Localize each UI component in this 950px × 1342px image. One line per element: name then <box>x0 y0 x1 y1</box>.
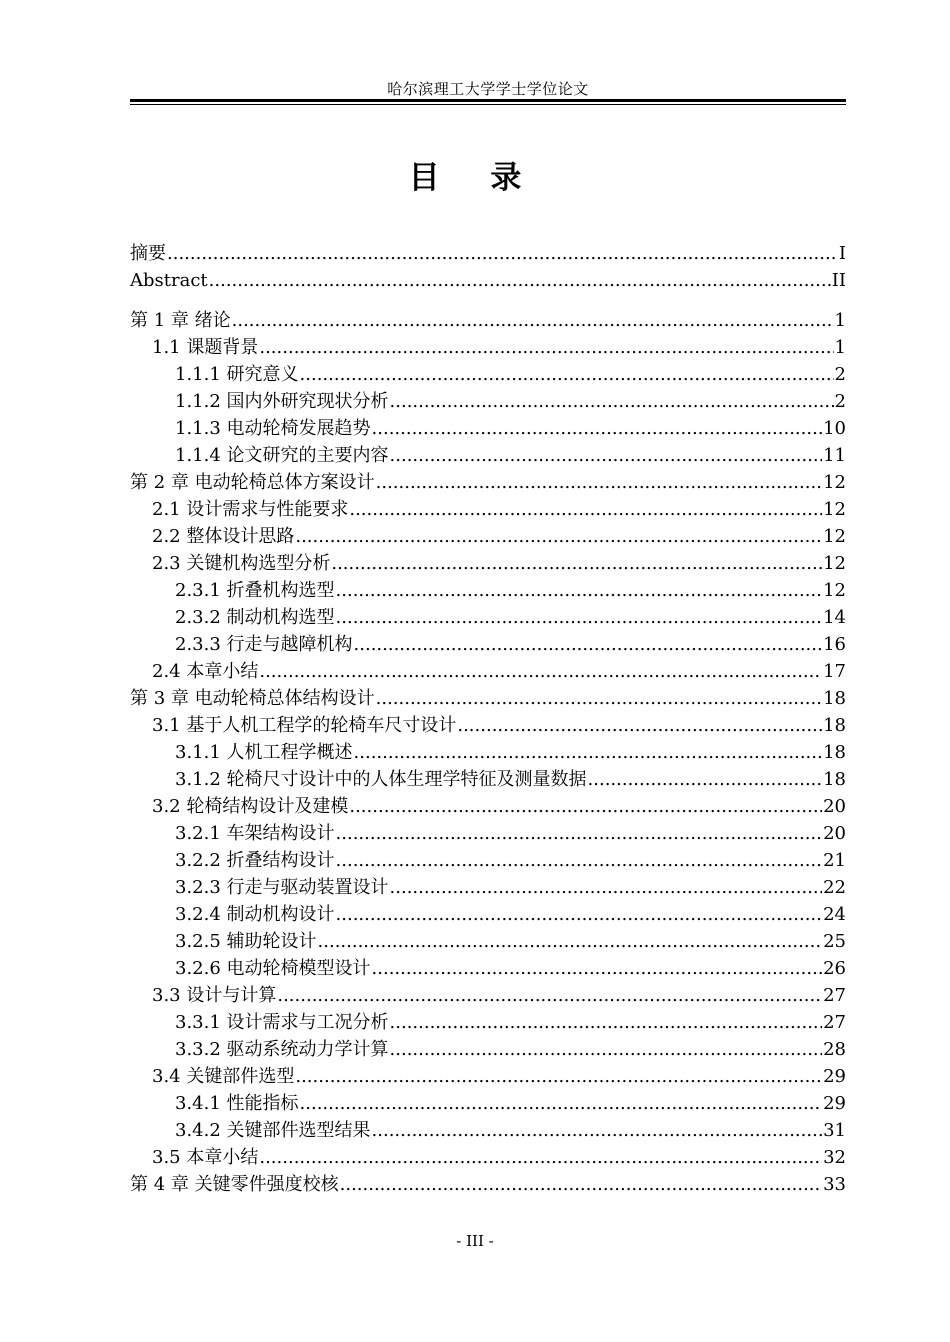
toc-entry[interactable] <box>130 442 846 469</box>
toc-entry-title: 3.1.1 人机工程学概述 <box>175 742 353 763</box>
toc-entry-title: 1.1.4 论文研究的主要内容 <box>175 445 389 466</box>
toc-entry-page: 18 <box>823 715 846 736</box>
toc-entry[interactable] <box>130 874 846 901</box>
toc-dot-leader <box>372 1117 823 1144</box>
toc-entry-page: 12 <box>823 472 846 493</box>
toc-entry-page: I <box>838 243 846 264</box>
toc-entry[interactable] <box>130 1009 846 1036</box>
toc-dot-leader <box>336 604 823 631</box>
toc-entry-title: 3.5 本章小结 <box>152 1147 259 1168</box>
toc-dot-leader <box>372 415 823 442</box>
toc-dot-leader <box>457 712 822 739</box>
toc-dot-leader <box>588 766 823 793</box>
toc-dot-leader <box>336 901 823 928</box>
toc-entry-page: 25 <box>823 931 846 952</box>
toc-entry-title: 2.4 本章小结 <box>152 661 259 682</box>
toc-entry-title: 3.4.1 性能指标 <box>175 1093 299 1114</box>
toc-dot-leader <box>390 388 834 415</box>
toc-entry-title: 摘要 <box>130 243 166 264</box>
toc-dot-leader <box>331 550 822 577</box>
toc-entry[interactable] <box>130 1090 846 1117</box>
toc-entry-page: 20 <box>823 796 846 817</box>
toc-entry-title: 2.3.3 行走与越障机构 <box>175 634 353 655</box>
toc-entry[interactable] <box>130 712 846 739</box>
toc-entry-title: 第 4 章 关键零件强度校核 <box>130 1174 339 1195</box>
toc-dot-leader <box>354 739 823 766</box>
toc-dot-leader <box>336 820 823 847</box>
toc-entry-title: 1.1.3 电动轮椅发展趋势 <box>175 418 371 439</box>
toc-entry-page: 18 <box>823 769 846 790</box>
toc-entry-title: 2.1 设计需求与性能要求 <box>152 499 349 520</box>
toc-entry-title: 1.1.1 研究意义 <box>175 364 299 385</box>
toc-entry-page: 11 <box>823 445 846 466</box>
toc-dot-leader <box>390 442 823 469</box>
toc-entry-title: 3.4 关键部件选型 <box>152 1066 295 1087</box>
toc-entry[interactable] <box>130 847 846 874</box>
toc-dot-leader <box>376 469 822 496</box>
toc-entry-title: 1.1 课题背景 <box>152 337 259 358</box>
page-number: - III - <box>456 1232 494 1250</box>
toc-entry[interactable] <box>130 685 846 712</box>
toc-entry[interactable] <box>130 388 846 415</box>
toc-entry-page: 16 <box>823 634 846 655</box>
toc-dot-leader <box>167 240 838 267</box>
toc-dot-leader <box>336 577 823 604</box>
toc-entry-title: 3.1.2 轮椅尺寸设计中的人体生理学特征及测量数据 <box>175 769 587 790</box>
toc-entry-title: 2.3 关键机构选型分析 <box>152 553 331 574</box>
toc-entry-page: 24 <box>823 904 846 925</box>
toc-dot-leader <box>336 847 823 874</box>
toc-dot-leader <box>376 685 822 712</box>
toc-entry[interactable] <box>130 577 846 604</box>
toc-dot-leader <box>372 955 823 982</box>
toc-entry[interactable] <box>130 267 846 294</box>
toc-entry-title: 3.2.4 制动机构设计 <box>175 904 335 925</box>
toc-entry[interactable] <box>130 550 846 577</box>
toc-dot-leader <box>295 1063 822 1090</box>
toc-entry-title: 第 2 章 电动轮椅总体方案设计 <box>130 472 375 493</box>
toc-entry-page: 29 <box>823 1093 846 1114</box>
toc-entry-page: II <box>831 270 846 291</box>
toc-entry[interactable] <box>130 766 846 793</box>
toc-entry-title: 3.2.3 行走与驱动装置设计 <box>175 877 389 898</box>
toc-dot-leader <box>209 267 831 294</box>
toc-entry-title: 3.2.2 折叠结构设计 <box>175 850 335 871</box>
toc-entry[interactable] <box>130 820 846 847</box>
toc-entry-page: 17 <box>823 661 846 682</box>
toc-entry-title: 3.2.1 车架结构设计 <box>175 823 335 844</box>
toc-entry-title: 2.2 整体设计思路 <box>152 526 295 547</box>
toc-entry-page: 2 <box>834 391 846 412</box>
toc-entry-title: 3.1 基于人机工程学的轮椅车尺寸设计 <box>152 715 457 736</box>
toc-dot-leader <box>390 1036 823 1063</box>
toc-dot-leader <box>277 982 822 1009</box>
toc-entry-page: 2 <box>834 364 846 385</box>
toc-dot-leader <box>232 307 834 334</box>
toc-dot-leader <box>390 874 823 901</box>
toc-entry-title: 3.2 轮椅结构设计及建模 <box>152 796 349 817</box>
toc-dot-leader <box>340 1171 822 1198</box>
toc-dot-leader <box>390 1009 823 1036</box>
toc-entry-page: 18 <box>823 742 846 763</box>
page-title: 目 录 <box>408 160 542 196</box>
toc-entry-page: 26 <box>823 958 846 979</box>
toc-entry-title: 3.3.2 驱动系统动力学计算 <box>175 1039 389 1060</box>
toc-entry-title: 3.3 设计与计算 <box>152 985 277 1006</box>
toc-entry[interactable] <box>130 523 846 550</box>
toc-entry[interactable] <box>130 415 846 442</box>
toc-entry-page: 20 <box>823 823 846 844</box>
toc-entry-page: 33 <box>823 1174 846 1195</box>
toc-entry-title: 3.4.2 关键部件选型结果 <box>175 1120 371 1141</box>
toc-entry-page: 14 <box>823 607 846 628</box>
toc-entry-page: 22 <box>823 877 846 898</box>
toc-entry-title: 3.3.1 设计需求与工况分析 <box>175 1012 389 1033</box>
toc-entry[interactable] <box>130 307 846 334</box>
toc-entry[interactable] <box>130 631 846 658</box>
toc-dot-leader <box>354 631 823 658</box>
table-of-contents <box>130 240 846 1198</box>
toc-entry-title: 第 3 章 电动轮椅总体结构设计 <box>130 688 375 709</box>
toc-entry-page: 29 <box>823 1066 846 1087</box>
toc-entry[interactable] <box>130 1144 846 1171</box>
header-rule-thin <box>130 104 846 105</box>
toc-entry[interactable] <box>130 334 846 361</box>
toc-entry-page: 21 <box>823 850 846 871</box>
toc-entry-page: 31 <box>823 1120 846 1141</box>
toc-entry[interactable] <box>130 955 846 982</box>
toc-dot-leader <box>259 334 833 361</box>
toc-entry-page: 28 <box>823 1039 846 1060</box>
toc-entry-page: 1 <box>834 310 846 331</box>
toc-dot-leader <box>318 928 823 955</box>
toc-entry[interactable] <box>130 739 846 766</box>
toc-dot-leader <box>349 793 822 820</box>
toc-entry[interactable] <box>130 1063 846 1090</box>
toc-entry-title: 3.2.5 辅助轮设计 <box>175 931 317 952</box>
toc-entry[interactable] <box>130 1036 846 1063</box>
toc-entry-title: Abstract <box>130 270 208 291</box>
toc-entry[interactable] <box>130 928 846 955</box>
toc-entry[interactable] <box>130 982 846 1009</box>
toc-entry[interactable] <box>130 361 846 388</box>
toc-entry-page: 10 <box>823 418 846 439</box>
toc-entry-title: 2.3.1 折叠机构选型 <box>175 580 335 601</box>
toc-entry[interactable] <box>130 469 846 496</box>
toc-entry-page: 1 <box>834 337 846 358</box>
toc-entry[interactable] <box>130 496 846 523</box>
toc-dot-leader <box>295 523 822 550</box>
toc-entry-title: 2.3.2 制动机构选型 <box>175 607 335 628</box>
toc-entry-page: 12 <box>823 580 846 601</box>
toc-entry[interactable] <box>130 240 846 267</box>
toc-dot-leader <box>300 361 834 388</box>
toc-dot-leader <box>300 1090 823 1117</box>
header-rule-thick <box>130 99 846 102</box>
toc-entry-page: 27 <box>823 1012 846 1033</box>
toc-entry[interactable] <box>130 1117 846 1144</box>
toc-dot-leader <box>259 658 822 685</box>
toc-entry-page: 12 <box>823 553 846 574</box>
toc-entry-page: 32 <box>823 1147 846 1168</box>
running-header: 哈尔滨理工大学学士学位论文 <box>387 80 589 98</box>
toc-entry-title: 第 1 章 绪论 <box>130 310 231 331</box>
toc-dot-leader <box>349 496 822 523</box>
toc-entry-title: 1.1.2 国内外研究现状分析 <box>175 391 389 412</box>
toc-entry-page: 12 <box>823 526 846 547</box>
toc-entry[interactable] <box>130 658 846 685</box>
toc-entry-title: 3.2.6 电动轮椅模型设计 <box>175 958 371 979</box>
toc-entry[interactable] <box>130 793 846 820</box>
toc-dot-leader <box>259 1144 822 1171</box>
toc-entry[interactable] <box>130 901 846 928</box>
toc-entry-page: 18 <box>823 688 846 709</box>
toc-entry-page: 12 <box>823 499 846 520</box>
toc-entry[interactable] <box>130 604 846 631</box>
toc-entry-page: 27 <box>823 985 846 1006</box>
toc-entry[interactable] <box>130 1171 846 1198</box>
